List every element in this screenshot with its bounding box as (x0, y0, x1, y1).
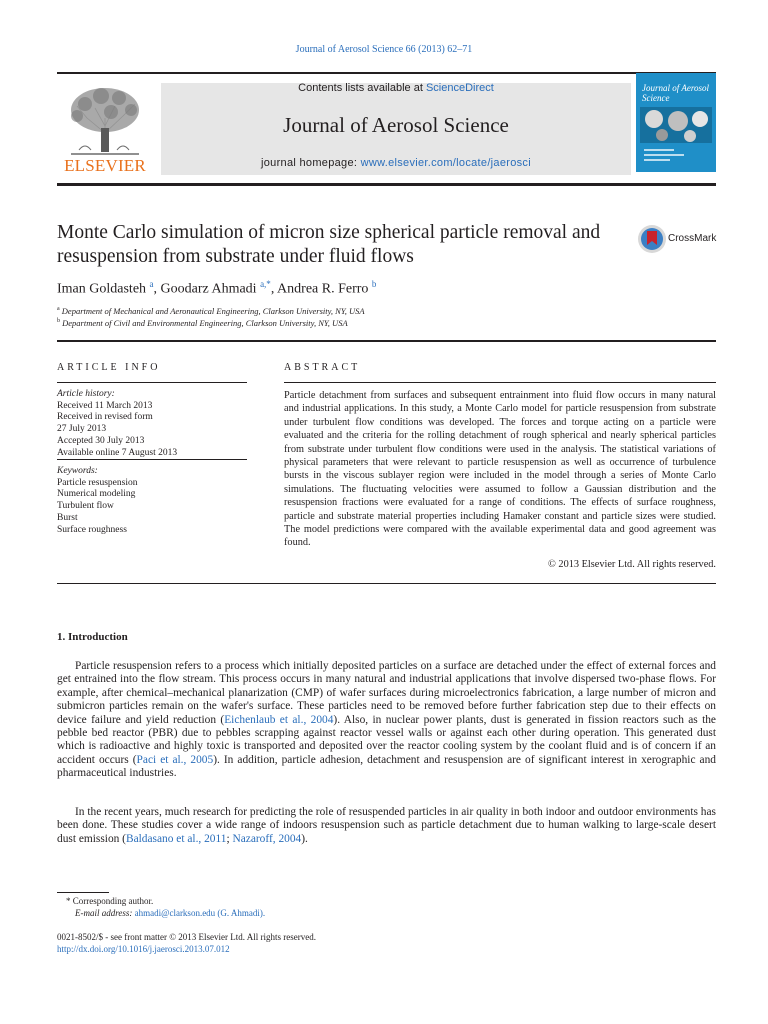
keywords (57, 466, 257, 536)
abstract-heading: ABSTRACT (284, 362, 361, 373)
affiliation: $^b$ Department of Civil and Environmental Engineering, Clarkson University, NY, USA (57, 318, 348, 328)
reference-link[interactable]: Nazaroff, 2004 (232, 832, 302, 845)
abstract-text: Particle detachment from surfaces and subsequent entrainment into fluid flow occurs in many natural and industrial applications. In this study, a Monte Carlo model for particle resuspension from substrate under turbulent flow conditions was developed. The forces and torque acting on a particle were evaluated and the criteria for the rolling detachment of rough spherical and nearly spherical particles from substrate under turbulent flow conditions were used in the analysis. The statistical variations of physical parameters that were relevant to particle resuspension as well as occurrence of turbulence bursts in the viscous sublayer region were included in the model through a series of Monte Carlo simulations. The fluctuating velocities were assumed to follow a Gaussian distribution and the resuspension fractions were evaluated for a range of conditions. The effects of surface roughness, particle and substrate material properties including Hamaker constant and particle sizes were studied. The model predictions were compared with the available experimental data and good agreement was found. (284, 390, 716, 549)
history-entry: Accepted 30 July 2013 (57, 435, 145, 446)
keywords-label: Keywords: (57, 466, 98, 476)
abstract-copyright: © 2013 Elsevier Ltd. All rights reserved. (548, 559, 716, 570)
article-info-heading: ARTICLE INFO (57, 362, 161, 373)
header-bottom-rule (57, 183, 716, 186)
author-list: Iman Goldasteh $^a$, Goodarz Ahmadi $^{a,*}$, Andrea R. Ferro $^b$ (57, 279, 377, 297)
author-email-link[interactable]: ahmadi@clarkson.edu (G. Ahmadi). (134, 908, 266, 918)
abstract-bottom-rule (57, 583, 716, 584)
cover-images (640, 107, 712, 143)
crossmark-label: CrossMark (668, 233, 717, 244)
journal-title: Journal of Aerosol Science (283, 113, 509, 137)
journal-cover-thumbnail[interactable] (636, 73, 716, 172)
contents-line: Contents lists available at ScienceDirect (298, 82, 494, 94)
reference-link[interactable]: Paci et al., 2005 (136, 753, 214, 766)
history-entry: 27 July 2013 (57, 424, 107, 435)
author-affiliation-marker[interactable]: a,* (260, 279, 271, 289)
keywords-rule (57, 459, 247, 460)
crossmark-icon (637, 224, 667, 254)
email-note: E-mail address: ahmadi@clarkson.edu (G. Ahmadi). (75, 908, 266, 918)
article-history-label: Article history: (57, 389, 115, 399)
article-history (57, 389, 257, 459)
history-entry: Available online 7 August 2013 (57, 447, 178, 458)
reference-link[interactable]: Baldasano et al., 2011 (125, 832, 227, 845)
author-name: Andrea R. Ferro (277, 281, 369, 297)
issn-line: 0021-8502/$ - see front matter © 2013 Elsevier Ltd. All rights reserved. (57, 932, 317, 942)
article-info-rule (57, 382, 247, 383)
keyword: Burst (57, 512, 78, 523)
sciencedirect-link[interactable]: ScienceDirect (425, 82, 494, 94)
keyword: Particle resuspension (57, 477, 138, 488)
front-matter-rule (57, 340, 716, 342)
author-name: Goodarz Ahmadi (160, 281, 257, 297)
cover-text-line (644, 159, 670, 161)
keyword: Numerical modeling (57, 489, 136, 500)
author-affiliation-marker[interactable]: b (371, 279, 377, 289)
cover-title: Journal of Aerosol Science (642, 83, 709, 103)
affiliation: $^a$ Department of Mechanical and Aeronautical Engineering, Clarkson University, NY, USA (57, 306, 365, 316)
author-affiliation-marker[interactable]: a (149, 279, 154, 289)
homepage-link[interactable]: www.elsevier.com/locate/jaerosci (360, 157, 531, 169)
intro-paragraph: Particle resuspension refers to a process which initially deposited particles on a surface are detached under the effect of external forces and get entrained into the flow stream. This process occurs in many natural and industrial applications that involve dispersed two-phase flows. For example, after chemical–mechanical planarization (CMP) of wafer surfaces during microelectronics fabrication, a large number of micron and submicron particles remain on the wafer's surface. These particles need to be removed before further fabrication step due to their effects on device failure and yield reduction (Eichenlaub et al., 2004). Also, in nuclear power plants, dust is generated in fission reactors such as the pebble bed reactor (PBR) due to pebbles scrapping against reactor vessel walls or against each other during operation. This generated dust which is radioactive and highly toxic is transported and deposited over the reactor cooling system by the coolant fluid and is of concern if an accident occurs (Paci et al., 2005). In addition, particle adhesion, detachment and resuspension are of significant interest in xerographic and pharmaceutical industries. (57, 660, 716, 780)
journal-citation[interactable]: Journal of Aerosol Science 66 (2013) 62–71 (295, 44, 473, 55)
journal-homepage: journal homepage: www.elsevier.com/locate/jaerosci (261, 157, 531, 169)
history-entry: Received 11 March 2013 (57, 400, 153, 411)
article-title: Monte Carlo simulation of micron size spherical particle removal and resuspension from substrate under fluid flows (57, 222, 601, 267)
section-heading: 1. Introduction (57, 631, 128, 643)
intro-paragraph: In the recent years, much research for predicting the role of resuspended particles in air quality in both indoor and outdoor environments has been done. These studies cover a wide range of indoors resuspension such as particle detachment due to human walking to large-scale desert dust emission (Baldasano et al., 2011; Nazaroff, 2004). (57, 806, 716, 845)
footnote-rule (57, 892, 109, 893)
crossmark-badge[interactable] (637, 224, 717, 254)
cover-text-line (644, 154, 684, 156)
doi-link[interactable]: http://dx.doi.org/10.1016/j.jaerosci.2013.07.012 (57, 944, 230, 954)
header-top-rule (57, 72, 716, 74)
corresponding-author-note: * Corresponding author. (66, 896, 154, 906)
keyword: Surface roughness (57, 524, 127, 535)
history-entry: Received in revised form (57, 412, 153, 423)
publisher-wordmark[interactable]: ELSEVIER (64, 156, 146, 175)
cover-text-line (644, 149, 674, 151)
reference-link[interactable]: Eichenlaub et al., 2004 (224, 713, 334, 726)
author-name: Iman Goldasteh (57, 281, 147, 297)
keyword: Turbulent flow (57, 501, 114, 512)
abstract-rule (284, 382, 716, 383)
